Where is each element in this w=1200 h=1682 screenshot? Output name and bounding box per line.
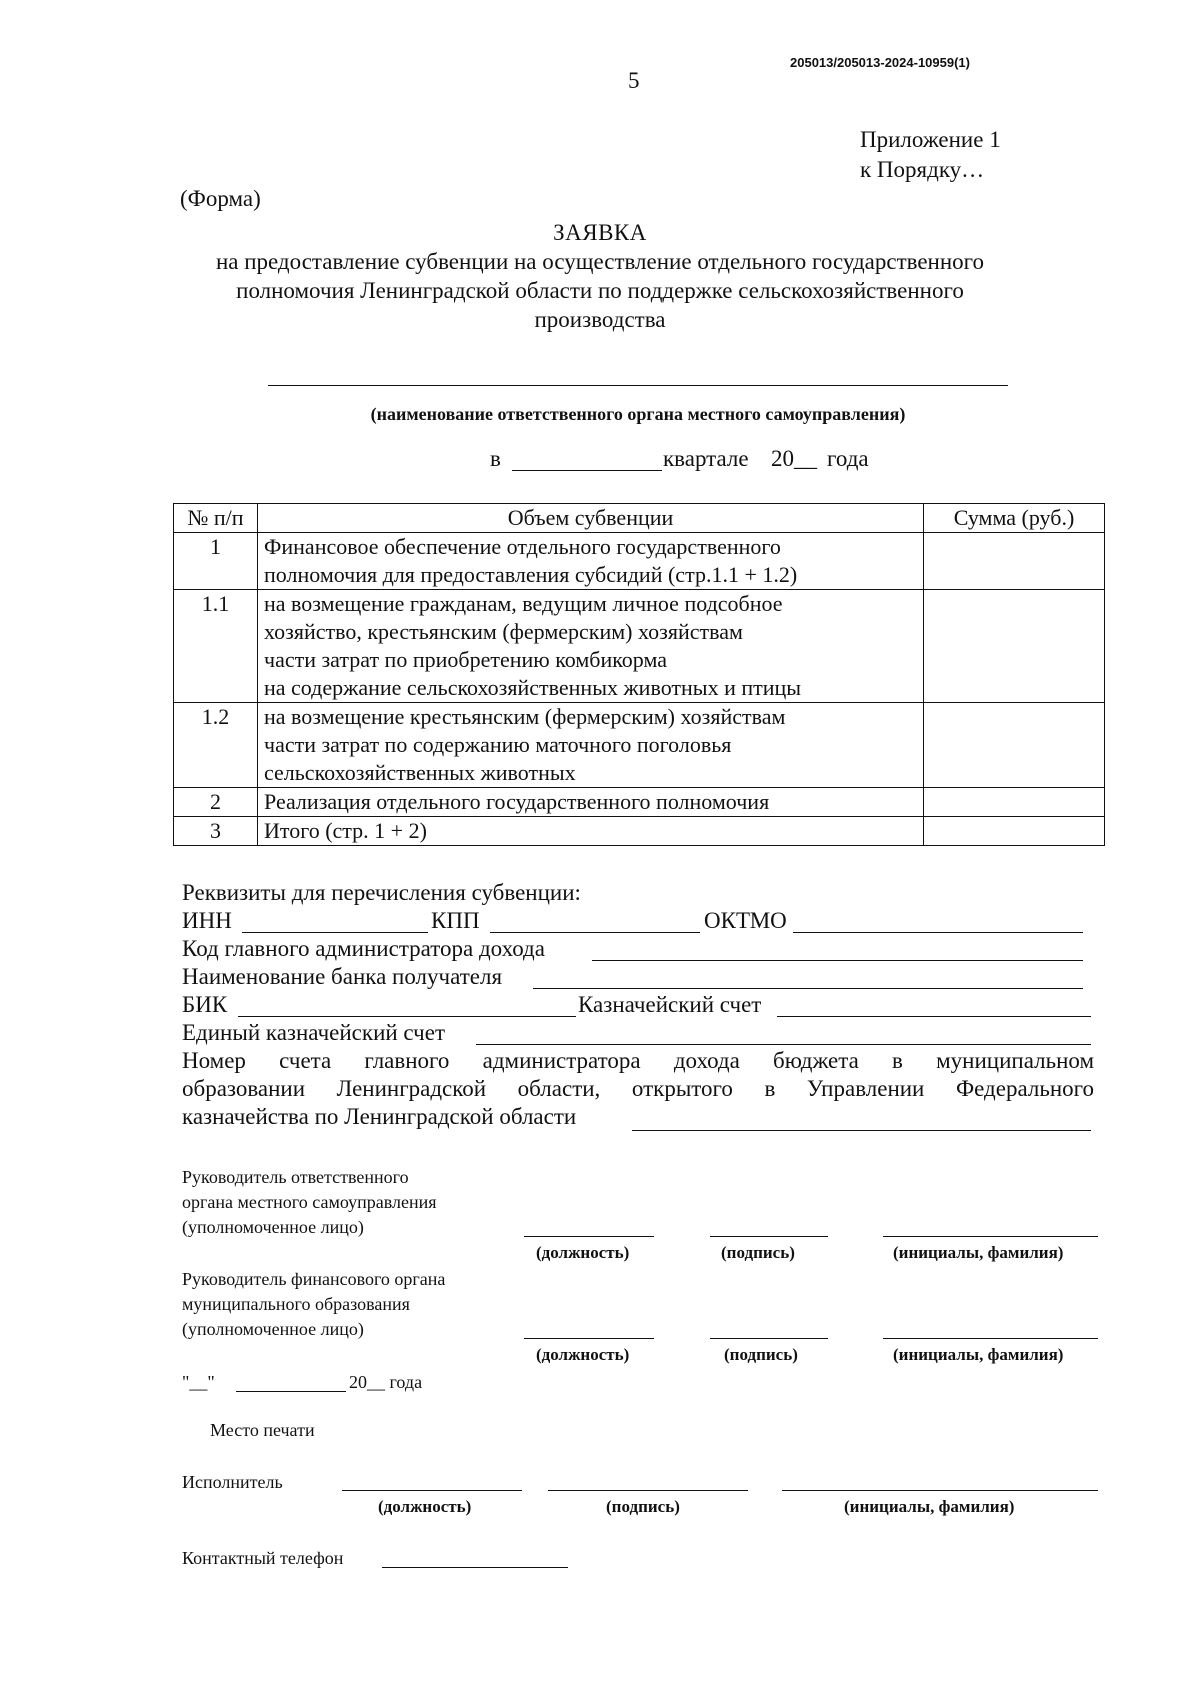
head1-name-line[interactable] — [883, 1236, 1098, 1237]
contact-phone-field-line[interactable] — [382, 1567, 568, 1568]
contact-phone-label: Контактный телефон — [182, 1548, 344, 1568]
inn-field-line[interactable] — [242, 932, 428, 933]
row-text-line: на содержание сельскохозяйственных животных и птицы — [264, 675, 802, 700]
appendix-line-1: Приложение 1 — [860, 127, 1001, 152]
head1-title — [182, 1165, 437, 1240]
admin-code-label: Код главного администратора дохода — [182, 936, 545, 961]
executor-name-line[interactable] — [782, 1490, 1098, 1491]
row-number: 1.2 — [174, 703, 258, 788]
head2-signature-caption: (подпись) — [724, 1345, 798, 1364]
row-description — [258, 788, 924, 817]
row-description — [258, 703, 924, 788]
single-treasury-account-label: Единый казначейский счет — [182, 1020, 446, 1045]
appendix-line-2: к Порядку… — [860, 157, 985, 182]
period-year-prefix: 20__ — [771, 446, 817, 471]
appendix-reference — [860, 125, 1001, 185]
quarter-field-line[interactable] — [512, 470, 662, 471]
single-treasury-account-field-line[interactable] — [476, 1044, 1091, 1045]
row-text-line: на возмещение гражданам, ведущим личное подсобное — [264, 591, 783, 616]
account-text-line-3: казначейства по Ленинградской области — [182, 1104, 577, 1129]
executor-name-caption: (инициалы, фамилия) — [844, 1497, 1015, 1516]
page-number: 5 — [628, 68, 640, 93]
table-row — [174, 817, 1105, 846]
row-sum-cell[interactable] — [924, 788, 1105, 817]
table-row — [174, 533, 1105, 590]
head2-position-caption: (должность) — [536, 1345, 630, 1364]
bik-label: БИК — [182, 992, 228, 1017]
table-header-row — [174, 504, 1105, 533]
date-day: "__" — [182, 1372, 215, 1392]
head2-line-1: Руководитель финансового органа — [182, 1269, 446, 1289]
account-text-line-2: образовании Ленинградской области, открытого в Управлении Федерального — [182, 1076, 1094, 1101]
head1-signature-line[interactable] — [710, 1236, 828, 1237]
treasury-account-field-line[interactable] — [777, 1016, 1091, 1017]
row-sum-cell[interactable] — [924, 533, 1105, 590]
row-sum-cell[interactable] — [924, 703, 1105, 788]
title-line-3: производства — [534, 307, 666, 332]
kpp-label: КПП — [431, 908, 480, 933]
head2-signature-line[interactable] — [710, 1338, 828, 1339]
executor-position-caption: (должность) — [378, 1497, 472, 1516]
bank-name-field-line[interactable] — [533, 988, 1083, 989]
row-number: 1.1 — [174, 590, 258, 703]
account-number-field-line[interactable] — [632, 1130, 1091, 1131]
head2-position-line[interactable] — [524, 1338, 654, 1339]
oktmo-label: ОКТМО — [704, 908, 787, 933]
table-row — [174, 703, 1105, 788]
date-year: 20__ года — [349, 1372, 423, 1392]
table-row — [174, 788, 1105, 817]
period-quarter: квартале — [663, 446, 749, 471]
head1-line-3: (уполномоченное лицо) — [182, 1217, 364, 1237]
row-text-line: части затрат по содержанию маточного поголовья — [264, 732, 732, 757]
head1-position-caption: (должность) — [536, 1243, 630, 1262]
treasury-account-label: Казначейский счет — [578, 992, 762, 1017]
bik-field-line[interactable] — [238, 1016, 576, 1017]
executor-label: Исполнитель — [182, 1472, 283, 1492]
head2-line-3: (уполномоченное лицо) — [182, 1319, 364, 1339]
head1-signature-caption: (подпись) — [721, 1243, 795, 1262]
title-heading: ЗАЯВКА — [553, 220, 647, 245]
admin-code-field-line[interactable] — [592, 960, 1083, 961]
date-month-line[interactable] — [236, 1391, 346, 1392]
row-text-line: хозяйство, крестьянским (фермерским) хозяйствам — [264, 619, 743, 644]
document-title — [170, 218, 1030, 334]
row-number: 1 — [174, 533, 258, 590]
title-line-2: полномочия Ленинградской области по поддержке сельскохозяйственного — [236, 278, 964, 303]
document-id: 205013/205013-2024-10959(1) — [790, 55, 970, 70]
head1-position-line[interactable] — [524, 1236, 654, 1237]
subvention-table — [173, 503, 1105, 846]
row-text-line: сельскохозяйственных животных — [264, 760, 576, 785]
table-row — [174, 590, 1105, 703]
row-description — [258, 533, 924, 590]
executor-signature-caption: (подпись) — [606, 1497, 680, 1516]
period-year-word: года — [827, 446, 869, 471]
title-line-1: на предоставление субвенции на осуществление отдельного государственного — [215, 249, 985, 274]
head1-line-2: органа местного самоуправления — [182, 1192, 437, 1212]
account-text-line-1: Номер счета главного администратора дохода бюджета в муниципальном — [182, 1048, 1094, 1073]
row-number: 2 — [174, 788, 258, 817]
form-label: (Форма) — [180, 186, 261, 211]
row-text-line: на возмещение крестьянским (фермерским) хозяйствам — [264, 704, 786, 729]
row-description — [258, 590, 924, 703]
row-number: 3 — [174, 817, 258, 846]
head2-title — [182, 1267, 445, 1342]
row-sum-cell[interactable] — [924, 590, 1105, 703]
row-text-line: части затрат по приобретению комбикорма — [264, 647, 668, 672]
head1-name-caption: (инициалы, фамилия) — [893, 1243, 1064, 1262]
executor-position-line[interactable] — [342, 1490, 522, 1491]
row-text-line: Финансовое обеспечение отдельного государственного — [264, 534, 781, 559]
executor-signature-line[interactable] — [548, 1490, 748, 1491]
oktmo-field-line[interactable] — [793, 932, 1083, 933]
header-volume: Объем субвенции — [258, 504, 924, 533]
org-name-caption: (наименование ответственного органа местного самоуправления) — [370, 404, 906, 424]
inn-label: ИНН — [182, 908, 232, 933]
row-description — [258, 817, 924, 846]
bank-name-label: Наименование банка получателя — [182, 964, 503, 989]
head2-name-caption: (инициалы, фамилия) — [893, 1345, 1064, 1364]
requisites-title: Реквизиты для перечисления субвенции: — [182, 880, 581, 905]
header-sum: Сумма (руб.) — [924, 504, 1105, 533]
stamp-place: Место печати — [210, 1420, 315, 1440]
row-text-line: Итого (стр. 1 + 2) — [264, 818, 427, 843]
header-number: № п/п — [174, 504, 258, 533]
org-name-field-line[interactable] — [268, 385, 1008, 386]
row-sum-cell[interactable] — [924, 817, 1105, 846]
kpp-field-line[interactable] — [490, 932, 700, 933]
row-text-line: полномочия для предоставления субсидий (стр.1.1 + 1.2) — [264, 562, 798, 587]
head2-name-line[interactable] — [883, 1338, 1098, 1339]
head2-line-2: муниципального образования — [182, 1294, 410, 1314]
row-text-line: Реализация отдельного государственного полномочия — [264, 789, 770, 814]
head1-line-1: Руководитель ответственного — [182, 1167, 409, 1187]
period-in: в — [490, 446, 501, 471]
